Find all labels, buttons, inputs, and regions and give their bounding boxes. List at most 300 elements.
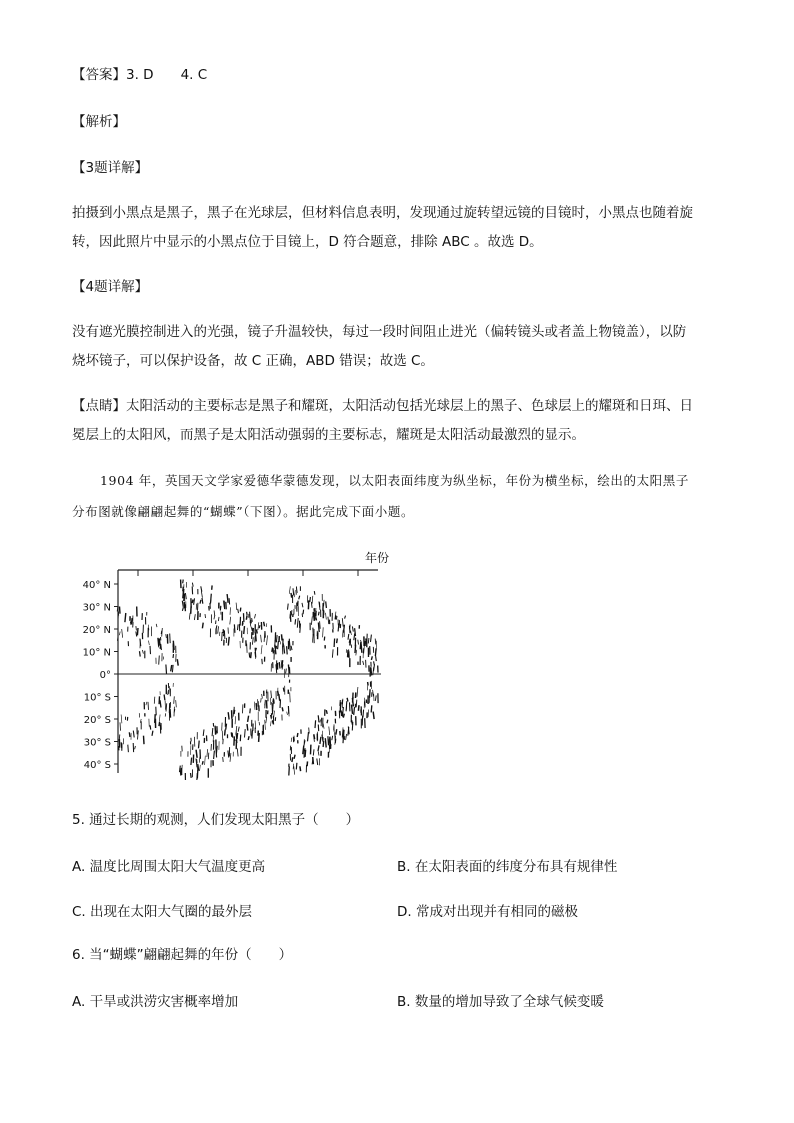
- sunspot-mark: [358, 705, 359, 711]
- sunspot-mark: [230, 617, 231, 625]
- sunspot-mark: [352, 698, 353, 707]
- sunspot-mark: [256, 648, 257, 651]
- butterfly-chart: [78, 548, 398, 780]
- sunspot-mark: [129, 732, 130, 737]
- sunspot-mark: [344, 625, 345, 633]
- analysis-heading: 【解析】: [72, 114, 126, 130]
- sunspot-mark: [226, 724, 227, 730]
- sunspot-mark: [136, 626, 137, 630]
- sunspot-mark: [312, 634, 313, 643]
- sunspot-mark: [352, 626, 353, 631]
- sunspot-mark: [149, 641, 150, 645]
- sunspot-mark: [357, 687, 358, 697]
- sunspot-mark: [250, 625, 251, 628]
- sunspot-mark: [375, 648, 376, 656]
- sunspot-mark: [363, 661, 364, 665]
- sunspot-mark: [261, 698, 262, 702]
- sunspot-mark: [291, 610, 292, 615]
- q6-option-b: B. 数量的增加导致了全球气候变暖: [397, 994, 604, 1010]
- sunspot-mark: [228, 751, 229, 758]
- sunspot-mark: [313, 749, 314, 755]
- sunspot-mark: [159, 638, 160, 645]
- sunspot-mark: [303, 746, 304, 755]
- sunspot-mark: [120, 607, 121, 614]
- sunspot-mark: [245, 729, 246, 737]
- sunspot-mark: [209, 606, 210, 611]
- sunspot-mark: [191, 758, 192, 765]
- sunspot-mark: [302, 603, 303, 607]
- sunspot-mark: [252, 637, 253, 644]
- sunspot-mark: [371, 705, 372, 712]
- q4-detail-line2: 烧坏镜子，可以保护设备，故 C 正确，ABD 错误；故选 C。: [72, 353, 434, 369]
- sunspot-mark: [223, 757, 224, 762]
- sunspot-mark: [133, 731, 134, 738]
- sunspot-mark: [158, 638, 159, 646]
- sunspot-mark: [289, 642, 290, 651]
- sunspot-mark: [259, 625, 260, 628]
- y-axis: [83, 570, 358, 771]
- sunspot-mark: [236, 603, 237, 610]
- y-tick-label: 0°: [99, 670, 111, 681]
- sunspot-mark: [371, 635, 372, 642]
- sunspot-mark: [231, 732, 232, 736]
- q5-option-d: D. 常成对出现并有相同的磁极: [397, 904, 578, 920]
- sunspot-mark: [120, 722, 121, 730]
- sunspot-mark: [244, 626, 245, 634]
- sunspot-mark: [205, 756, 206, 765]
- sunspot-mark: [159, 715, 160, 722]
- sunspot-mark: [235, 716, 236, 724]
- sunspot-mark: [200, 600, 201, 604]
- sunspot-mark: [318, 612, 319, 616]
- sunspot-mark: [205, 614, 206, 618]
- sunspot-mark: [131, 618, 132, 624]
- sunspot-mark: [146, 702, 147, 705]
- sunspot-mark: [192, 583, 193, 587]
- sunspot-mark: [215, 726, 216, 735]
- material-line2: 分布图就像翩翩起舞的“蝴蝶”（下图）。据此完成下面小题。: [72, 504, 415, 519]
- sunspot-mark: [318, 715, 319, 722]
- sunspot-mark: [227, 594, 228, 603]
- sunspot-mark: [368, 682, 369, 686]
- sunspot-mark: [300, 766, 301, 771]
- sunspot-mark: [310, 597, 311, 602]
- sunspot-mark: [224, 630, 225, 639]
- sunspot-mark: [317, 759, 318, 766]
- sunspot-mark: [368, 638, 369, 643]
- sunspot-mark: [183, 587, 184, 592]
- q3-detail-line2: 转，因此照片中显示的小黑点位于目镜上，D 符合题意，排除 ABC 。故选 D。: [72, 234, 543, 250]
- sunspot-mark: [238, 624, 239, 630]
- sunspot-mark: [234, 624, 235, 632]
- q5-option-a: A. 温度比周围太阳大气温度更高: [72, 859, 266, 875]
- sunspot-mark: [320, 719, 321, 722]
- sunspot-mark: [318, 623, 319, 633]
- sunspot-mark: [279, 694, 280, 701]
- sunspot-mark: [351, 631, 352, 635]
- sunspot-mark: [174, 696, 175, 703]
- sunspot-mark: [345, 616, 346, 619]
- sunspot-mark: [255, 721, 256, 729]
- y-tick-label: 20° S: [83, 715, 111, 726]
- sunspot-mark: [162, 628, 163, 637]
- sunspot-mark: [196, 750, 197, 758]
- sunspot-mark: [264, 622, 265, 627]
- q5-option-c: C. 出现在太阳大气圈的最外层: [72, 904, 253, 920]
- sunspot-mark: [247, 612, 248, 615]
- sunspot-mark: [326, 710, 327, 714]
- sunspot-mark: [283, 688, 284, 692]
- sunspot-mark: [185, 593, 186, 599]
- sunspot-mark: [297, 733, 298, 737]
- sunspot-mark: [279, 662, 280, 669]
- sunspot-mark: [320, 621, 321, 629]
- sunspot-mark: [293, 764, 294, 770]
- q5-stem: 5. 通过长期的观测，人们发现太阳黑子（ ）: [72, 812, 360, 828]
- sunspot-mark: [247, 724, 248, 731]
- sunspot-mark: [156, 624, 157, 627]
- sunspot-mark: [295, 619, 296, 624]
- sunspot-mark: [170, 634, 171, 644]
- sunspot-mark: [252, 618, 253, 622]
- sunspot-mark: [296, 763, 297, 770]
- sunspot-mark: [182, 765, 183, 773]
- sunspot-mark: [180, 768, 181, 776]
- sunspot-mark: [346, 734, 347, 740]
- sunspot-mark: [318, 751, 319, 755]
- sunspot-mark: [354, 634, 355, 641]
- sunspot-mark: [256, 703, 257, 710]
- sunspot-mark: [294, 755, 295, 759]
- sunspot-mark: [368, 710, 369, 718]
- sunspot-mark: [173, 654, 174, 658]
- q6-stem: 6. 当“蝴蝶”翩翩起舞的年份（ ）: [72, 947, 293, 963]
- sunspot-mark: [171, 665, 172, 671]
- highlight-line2: 冕层上的太阳风，而黑子是太阳活动强弱的主要标志，耀斑是太阳活动最激烈的显示。: [72, 427, 585, 443]
- sunspot-mark: [249, 653, 250, 658]
- highlight-text1: 太阳活动的主要标志是黑子和耀斑，太阳活动包括光球层上的黑子、色球层上的耀斑和日珥、日: [126, 398, 693, 414]
- sunspot-mark: [315, 720, 316, 728]
- sunspot-mark: [258, 622, 259, 630]
- sunspot-mark: [164, 695, 165, 701]
- sunspot-mark: [323, 741, 324, 747]
- sunspot-mark: [290, 692, 291, 702]
- sunspot-mark: [328, 736, 329, 745]
- sunspot-mark: [356, 650, 357, 656]
- sunspot-mark: [202, 598, 203, 604]
- sunspot-mark: [329, 727, 330, 736]
- x-axis-label: 年份: [365, 551, 390, 565]
- sunspot-mark: [237, 748, 238, 756]
- sunspot-mark: [216, 625, 217, 628]
- sunspot-mark: [373, 712, 374, 720]
- q3-detail-line1: 拍摄到小黑点是黑子，黑子在光球层，但材料信息表明，发现通过旋转望远镜的目镜时，小黑点也随着旋: [72, 205, 693, 221]
- sunspot-mark: [282, 707, 283, 711]
- sunspot-mark: [212, 728, 213, 736]
- sunspot-mark: [122, 629, 123, 638]
- sunspot-mark: [250, 612, 251, 621]
- sunspot-mark: [160, 700, 161, 707]
- sunspot-mark: [356, 700, 357, 708]
- sunspot-mark: [214, 751, 215, 759]
- q3-detail-heading: 【3题详解】: [72, 160, 149, 176]
- sunspot-mark: [271, 691, 272, 699]
- sunspot-mark: [342, 630, 343, 638]
- sunspot-mark: [233, 710, 234, 717]
- sunspot-mark: [282, 634, 283, 640]
- sunspot-mark: [342, 618, 343, 626]
- sunspot-mark: [248, 716, 249, 722]
- sunspot-mark: [125, 613, 126, 622]
- sunspot-mark: [326, 613, 327, 620]
- sunspot-mark: [200, 765, 201, 771]
- sunspot-mark: [291, 646, 292, 650]
- sunspot-mark: [208, 753, 209, 760]
- sunspot-mark: [183, 580, 184, 584]
- highlight-line1: [72, 396, 693, 416]
- sunspot-mark: [336, 616, 337, 620]
- sunspot-mark: [163, 657, 164, 660]
- sunspot-mark: [375, 639, 376, 645]
- sunspot-mark: [252, 730, 253, 739]
- sunspot-mark: [252, 628, 253, 632]
- sunspot-mark: [194, 614, 195, 620]
- sunspot-mark: [135, 746, 136, 749]
- sunspot-mark: [303, 610, 304, 615]
- sunspot-mark: [326, 601, 327, 608]
- y-tick-label: 40° S: [83, 760, 111, 771]
- sunspot-mark: [350, 625, 351, 629]
- q6-option-a: A. 干旱或洪涝灾害概率增加: [72, 994, 239, 1010]
- sunspot-mark: [276, 635, 277, 642]
- sunspot-mark: [214, 615, 215, 619]
- sunspot-mark: [291, 593, 292, 598]
- sunspot-mark: [336, 729, 337, 734]
- sunspot-mark: [238, 609, 239, 613]
- sunspot-mark: [121, 715, 122, 724]
- sunspot-mark: [355, 645, 356, 653]
- highlight-tag: 【点睛】: [72, 398, 126, 414]
- sunspot-mark: [214, 611, 215, 616]
- sunspot-mark: [319, 602, 320, 608]
- sunspot-mark: [314, 591, 315, 595]
- sunspot-mark: [318, 745, 319, 751]
- q4-detail-line1: 没有遮光膜控制进入的光强，镜子升温较快，每过一段时间阻止进光（偏转镜头或者盖上物镜盖），以防: [72, 324, 687, 340]
- sunspot-mark: [311, 617, 312, 625]
- sunspot-mark: [201, 591, 202, 598]
- sunspot-mark: [308, 732, 309, 741]
- sunspot-mark: [316, 617, 317, 620]
- sunspot-mark: [272, 702, 273, 705]
- sunspot-mark: [254, 702, 255, 710]
- y-tick-label: 30° N: [82, 602, 111, 614]
- sunspot-mark: [230, 753, 231, 762]
- sunspot-mark: [189, 613, 190, 620]
- sunspot-mark: [152, 731, 153, 736]
- sunspot-mark: [299, 596, 300, 600]
- sunspot-mark: [266, 623, 267, 627]
- sunspot-mark: [267, 635, 268, 645]
- sunspot-mark: [199, 741, 200, 749]
- sunspot-mark: [218, 626, 219, 633]
- sunspot-mark: [261, 645, 262, 654]
- sunspot-mark: [222, 731, 223, 741]
- sunspot-mark: [119, 632, 120, 636]
- sunspot-mark: [288, 665, 289, 674]
- sunspot-mark: [222, 632, 223, 641]
- sunspot-mark: [354, 707, 355, 715]
- sunspot-mark: [287, 712, 288, 715]
- q4-detail-heading: 【4题详解】: [72, 279, 149, 295]
- sunspot-mark: [202, 623, 203, 629]
- sunspot-mark: [261, 635, 262, 643]
- sunspot-mark: [312, 596, 313, 604]
- sunspot-mark: [228, 712, 229, 719]
- sunspot-mark: [201, 586, 202, 591]
- sunspot-mark: [293, 588, 294, 595]
- sunspot-mark: [192, 600, 193, 604]
- sunspot-mark: [352, 705, 353, 714]
- sunspot-mark: [246, 615, 247, 619]
- sunspot-mark: [168, 690, 169, 695]
- sunspot-mark: [177, 659, 178, 665]
- y-tick-label: 30° S: [83, 737, 111, 749]
- sunspot-mark: [334, 639, 335, 648]
- sunspot-mark: [237, 733, 238, 739]
- sunspot-mark: [194, 598, 195, 605]
- sunspot-mark: [242, 623, 243, 626]
- sunspot-mark: [144, 736, 145, 745]
- sunspot-mark: [376, 656, 377, 661]
- sunspot-mark: [184, 602, 185, 609]
- sunspot-mark: [225, 730, 226, 736]
- sunspot-mark: [198, 764, 199, 771]
- sunspot-mark: [292, 757, 293, 762]
- sunspot-mark: [343, 714, 344, 718]
- sunspot-mark: [182, 601, 183, 607]
- sunspot-mark: [332, 649, 333, 657]
- sunspot-mark: [166, 665, 167, 674]
- sunspot-mark: [218, 617, 219, 621]
- sunspot-marks: [117, 580, 378, 781]
- sunspot-mark: [337, 639, 338, 644]
- sunspot-mark: [203, 729, 204, 736]
- sunspot-mark: [358, 640, 359, 645]
- sunspot-mark: [136, 631, 137, 636]
- sunspot-mark: [137, 628, 138, 635]
- sunspot-mark: [202, 761, 203, 765]
- sunspot-mark: [313, 757, 314, 764]
- sunspot-mark: [347, 698, 348, 702]
- sunspot-mark: [265, 720, 266, 730]
- sunspot-mark: [182, 607, 183, 611]
- sunspot-mark: [140, 651, 141, 656]
- sunspot-mark: [375, 695, 376, 700]
- sunspot-mark: [286, 669, 287, 674]
- sunspot-mark: [360, 642, 361, 649]
- sunspot-mark: [287, 646, 288, 654]
- sunspot-mark: [328, 617, 329, 624]
- sunspot-mark: [297, 618, 298, 628]
- sunspot-mark: [250, 708, 251, 713]
- sunspot-mark: [327, 720, 328, 724]
- q5-option-b: B. 在太阳表面的纬度分布具有规律性: [397, 859, 618, 875]
- sunspot-mark: [321, 718, 322, 726]
- sunspot-mark: [295, 590, 296, 597]
- sunspot-mark: [259, 722, 260, 725]
- answer-line: [72, 65, 207, 85]
- sunspot-mark: [370, 689, 371, 698]
- sunspot-mark: [374, 661, 375, 664]
- sunspot-mark: [240, 608, 241, 612]
- sunspot-mark: [220, 606, 221, 611]
- sunspot-mark: [230, 607, 231, 615]
- sunspot-mark: [176, 700, 177, 707]
- sunspot-mark: [159, 656, 160, 665]
- sunspot-mark: [148, 702, 149, 710]
- sunspot-mark: [238, 727, 239, 732]
- sunspot-mark: [294, 766, 295, 774]
- sunspot-mark: [150, 725, 151, 729]
- sunspot-mark: [228, 637, 229, 646]
- sunspot-mark: [373, 690, 374, 697]
- sunspot-mark: [256, 629, 257, 633]
- sunspot-mark: [314, 734, 315, 739]
- sunspot-mark: [323, 724, 324, 729]
- sunspot-mark: [165, 713, 166, 716]
- y-tick-label: 40° N: [82, 580, 111, 591]
- sunspot-mark: [320, 737, 321, 744]
- sunspot-mark: [332, 736, 333, 740]
- sunspot-mark: [262, 694, 263, 699]
- sunspot-mark: [271, 721, 272, 726]
- sunspot-mark: [142, 650, 143, 654]
- sunspot-mark: [266, 717, 267, 723]
- sunspot-mark: [197, 773, 198, 780]
- sunspot-mark: [289, 766, 290, 775]
- sunspot-mark: [128, 745, 129, 753]
- sunspot-mark: [273, 648, 274, 653]
- sunspot-mark: [255, 614, 256, 618]
- y-tick-label: 10° N: [82, 647, 111, 659]
- sunspot-mark: [323, 627, 324, 637]
- sunspot-mark: [150, 646, 151, 654]
- sunspot-mark: [207, 749, 208, 757]
- sunspot-mark: [288, 604, 289, 610]
- sunspot-mark: [278, 641, 279, 649]
- sunspot-mark: [371, 656, 372, 660]
- sunspot-mark: [219, 632, 220, 636]
- sunspot-mark: [251, 652, 252, 658]
- sunspot-mark: [262, 659, 263, 664]
- sunspot-mark: [159, 722, 160, 726]
- sunspot-mark: [229, 598, 230, 604]
- sunspot-mark: [248, 736, 249, 740]
- sunspot-mark: [166, 703, 167, 711]
- sunspot-mark: [161, 644, 162, 650]
- sunspot-mark: [369, 697, 370, 703]
- sunspot-mark: [274, 711, 275, 720]
- y-tick-label: 20° N: [82, 625, 111, 636]
- y-tick-label: 10° S: [83, 692, 111, 704]
- sunspot-mark: [166, 634, 167, 638]
- sunspot-mark: [251, 620, 252, 623]
- answer-tag: 【答案】: [72, 67, 126, 83]
- sunspot-mark: [154, 697, 155, 704]
- sunspot-mark: [211, 594, 212, 604]
- sunspot-mark: [255, 632, 256, 641]
- sunspot-mark: [191, 773, 192, 778]
